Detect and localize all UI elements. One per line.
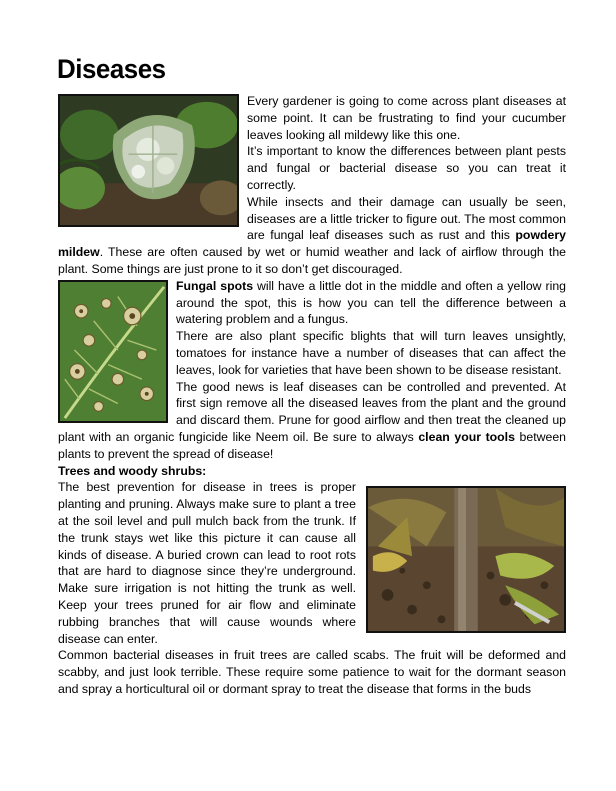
clean-tools-term: clean your tools <box>418 429 515 444</box>
blights-paragraph: There are also plant specific blights that will turn leaves unsightly, tomatoes for instance have a number of diseases that can affect the leaves, look for varieties that have been shown to be disease resistant. <box>176 329 566 377</box>
fungal-text-c: . These are often caused by wet or humid weather and lack of airflow through the plant. Some things are just prone to it so don’t get discouraged. <box>58 245 566 276</box>
cucumber-mildew-image <box>60 96 237 225</box>
trees-heading: Trees and woody shrubs: <box>58 463 207 478</box>
leaf-spots-image <box>60 282 166 421</box>
tree-prevention-paragraph: The best prevention for disease in trees is proper planting and pruning. Always make sure to plant a tree at the soil level and pull mulch back from the trunk. If the trunk stays wet like this picture it can cause all kinds of disease. A buried crown can lead to root rots that are hard to diagnose since they’re underground. Make sure irrigation is not hitting the trunk as well. Keep your trees pruned for air flow and eliminate rubbing branches that will cause wounds where disease can enter. <box>58 480 356 646</box>
cucumber-mildew-photo <box>58 94 239 227</box>
fungal-text-a: While insects and their damage can usually be seen, diseases are a little tricker to figure out. The most common are fungal leaf diseases such as rust and this <box>247 194 566 243</box>
tree-trunk-image <box>368 488 564 631</box>
powdery-mildew-term: powdery mildew <box>58 228 566 260</box>
pests-vs-disease-paragraph: It’s important to know the differences between plant pests and fungal or bacterial disease so you can treat it correctly. <box>247 144 566 192</box>
tree-trunk-photo <box>366 486 566 633</box>
intro-paragraph: Every gardener is going to come across plant diseases at some point. It can be frustrating to find your cucumber leaves looking all mildewy like this one. <box>247 94 566 142</box>
fungal-spots-term: Fungal spots <box>176 278 254 293</box>
fungal-spots-text: will have a little dot in the middle and often a yellow ring around the spot, this is how you can tell the difference between a watering problem and a fungus. <box>176 278 566 327</box>
bacterial-scab-paragraph: Common bacterial diseases in fruit trees are called scabs. The fruit will be deformed and scabby, and just look terrible. These require some patience to wait for the dormant season and spray a horticultural oil or dormant spray to treat the disease that forms in the buds <box>58 648 566 696</box>
article-body <box>58 93 566 698</box>
control-text-a: The good news is leaf diseases can be controlled and prevented. At first sign remove all the diseased leaves from the plant and the ground and discard them. Prune for good airflow and then treat the cleaned up plant with an organic fungicide like Neem oil. Be sure to always <box>58 379 566 444</box>
leaf-spots-photo <box>58 280 168 423</box>
page-title: Diseases <box>57 54 166 84</box>
control-text-c: between plants to prevent the spread of disease! <box>58 429 567 461</box>
